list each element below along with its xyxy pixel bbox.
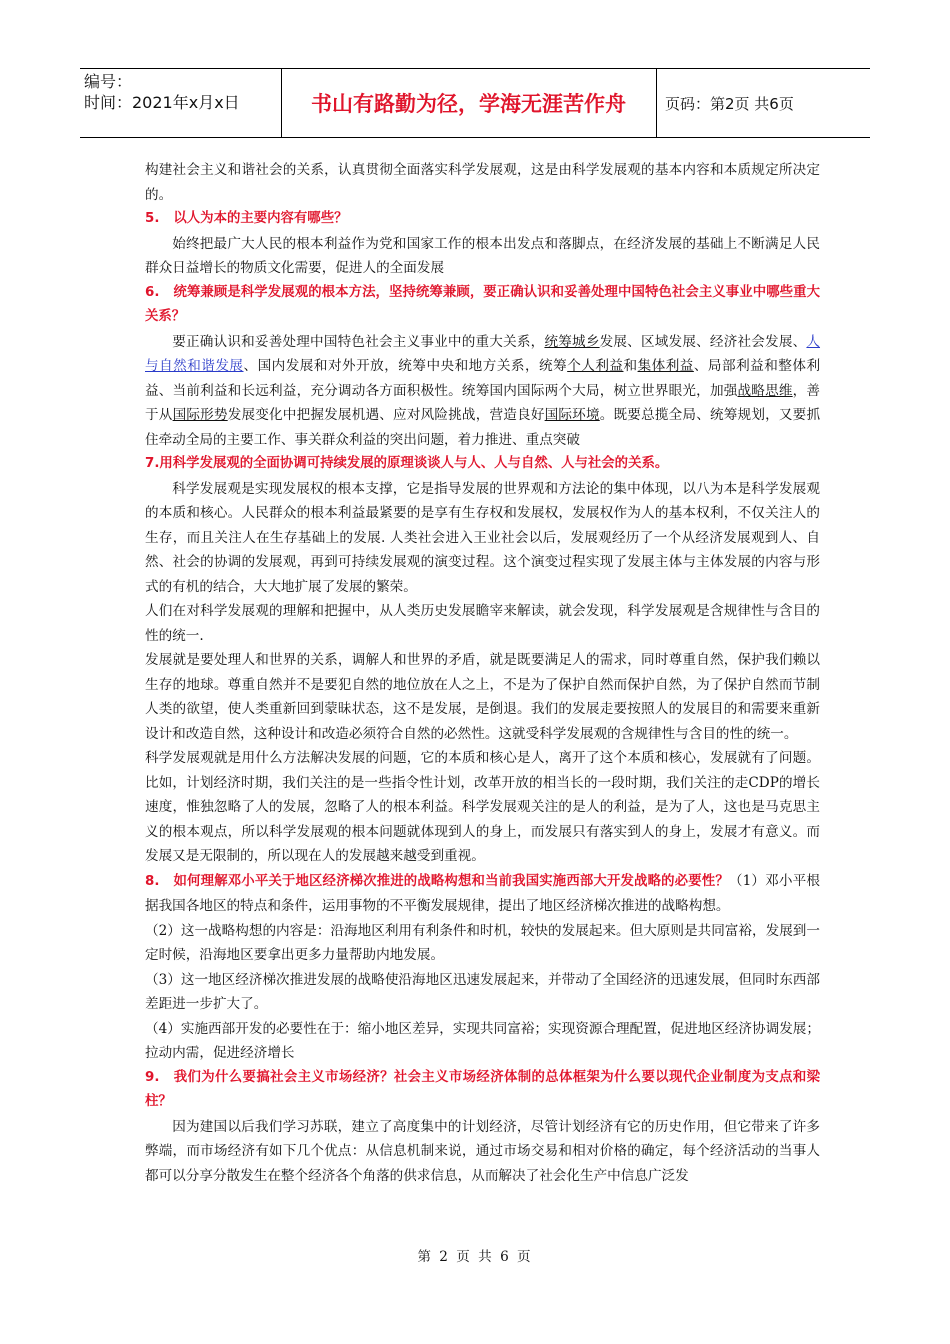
term-collective-interest: 集体利益	[637, 358, 694, 374]
header-meta	[84, 71, 240, 113]
page-footer: 第 2 页 共 6 页	[417, 1249, 533, 1265]
answer-8-item: （4）实施西部开发的必要性在于：缩小地区差异，实现共同富裕；实现资源合理配置，促进地区经济协调发展；拉动内需，促进经济增长	[145, 1020, 820, 1061]
answer-6	[145, 330, 820, 453]
question-text: 我们为什么要搞社会主义市场经济？社会主义市场经济体制的总体框架为什么要以现代企业制度为支点和梁柱？	[145, 1069, 820, 1109]
question-number: 9.	[145, 1069, 160, 1085]
question-text: 统筹兼顾是科学发展观的根本方法，坚持统筹兼顾，要正确认识和妥善处理中国特色社会主义事业中哪些重大关系？	[145, 284, 820, 324]
document-body	[145, 158, 820, 1188]
question-8-block	[145, 869, 820, 919]
term-international-situation: 国际形势	[172, 407, 228, 423]
answer-text: 、国内发展和对外开放，统筹中央和地方关系，统筹	[243, 358, 568, 374]
term-strategic-thinking: 战略思维	[737, 382, 793, 399]
question-7: 7.用科学发展观的全面协调可持续发展的原理谈谈人与人、人与自然、人与社会的关系。	[145, 456, 669, 471]
date-line: 时间：2021年x月x日	[84, 93, 240, 112]
answer-5: 始终把最广大人民的根本利益作为党和国家工作的根本出发点和落脚点，在经济发展的基础上不断满足人民群众日益增长的物质文化需要，促进人的全面发展	[145, 235, 820, 276]
answer-text: 。既要总揽全局、统筹规划，又要抓住牵动全局的主要工作、事关群众利益的突出问题，着力推进、重点突破	[145, 407, 821, 448]
answer-text: 要正确认识和妥善处理中国特色社会主义事业中的重大关系，	[172, 333, 545, 350]
question-number: 5.	[145, 211, 160, 226]
answer-text: 和	[623, 358, 638, 374]
answer-text: 发展、区域发展、经济社会发展、	[599, 333, 807, 350]
serial-label: 编号：	[84, 72, 133, 91]
term-international-environment: 国际环境	[544, 407, 600, 423]
header-divider	[656, 69, 657, 137]
answer-text: 发展变化中把握发展机遇、应对风险挑战，营造良好	[227, 407, 545, 423]
answer-7-paragraph: 发展就是要处理人和世界的关系，调解人和世界的矛盾，就是既要满足人的需求，同时尊重自然，保护我们赖以生存的地球。尊重自然并不是要犯自然的地位放在人之上，不是为了保护自然而保护自然，为了保护自然而节制人类的欲望，使人类重新回到蒙昧状态，这不是发展，是倒退。我们的发展走要按照人的发展目的和需要来重新设计和改造自然，这种设计和改造必须符合自然的必然性。这就受科学发展观的含规律性与含目的性的统一。	[145, 652, 820, 742]
question-5	[145, 207, 820, 232]
question-number: 8.	[145, 873, 160, 889]
answer-7-paragraph: 科学发展观是实现发展权的根本支撑，它是指导发展的世界观和方法论的集中体现，以八为本是科学发展观的本质和核心。人民群众的根本利益最紧要的是享有生存权和发展权，发展权作为人的基本权利，不仅关注人的生存，而且关注人在生存基础上的发展. 人类社会进入王业社会以后，发展观经历了一个从经济发展观到人、自然、社会的协调的发展观，再到可持续发展观的演变过程。这个演变过程实现了发展主体与主体发展的内容与形式的有机的结合，大大地扩展了发展的繁荣。	[145, 480, 820, 595]
header-page-info: 页码：第2页 共6页	[665, 95, 794, 113]
question-text: 如何理解邓小平关于地区经济梯次推进的战略构想和当前我国实施西部大开发战略的必要性？	[173, 873, 729, 889]
answer-7-paragraph: 人们在对科学发展观的理解和把握中，从人类历史发展瞻宰来解读，就会发现，科学发展观是含规律性与含目的性的统一.	[145, 603, 820, 644]
answer-7-paragraph: 科学发展观就是用什么方法解决发展的问题，它的本质和核心是人，离开了这个本质和核心，发展就有了问题。比如，计划经济时期，我们关注的是一些指令性计划，改革开放的相当长的一段时期，我们关注的走CDP的增长速度，惟独忽略了人的发展，忽略了人的根本利益。科学发展观关注的是人的利益，是为了人，这也是马克思主义的根本观点，所以科学发展观的根本问题就体现到人的身上，而发展只有落实到人的身上，发展才有意义。而发展又是无限制的，所以现在人的发展越来越受到重视。	[145, 750, 820, 864]
answer-8-item: （3）这一地区经济梯次推进发展的战略使沿海地区迅速发展起来，并带动了全国经济的迅速发展，但同时东西部差距进一步扩大了。	[145, 971, 820, 1012]
term-individual-interest: 个人利益	[567, 358, 624, 374]
question-number: 6.	[145, 284, 160, 300]
answer-text: ，善于从	[145, 382, 821, 423]
answer-9: 因为建国以后我们学习苏联，建立了高度集中的计划经济，尽管计划经济有它的历史作用，但它带来了许多弊端，而市场经济有如下几个优点：从信息机制来说，通过市场交易和相对价格的确定，每个经济活动的当事人都可以分享分散发生在整个经济各个角落的供求信息，从而解决了社会化生产中信息广泛发	[145, 1118, 820, 1184]
question-9	[145, 1066, 820, 1115]
question-text: 以人为本的主要内容有哪些？	[173, 211, 348, 226]
link-harmony[interactable]: 人与自然和谐发展	[145, 333, 821, 374]
header-motto: 书山有路勤为径，学海无涯苦作舟	[311, 92, 626, 116]
answer-8-item: （2）这一战略构想的内容是：沿海地区利用有利条件和时机，较快的发展起来。但大原则是共同富裕，发展到一定时候，沿海地区要拿出更多力量帮助内地发展。	[145, 922, 820, 963]
question-6	[145, 281, 820, 330]
page-header	[80, 68, 870, 138]
answer-8-item: （1）邓小平根据我国各地区的特点和条件，运用事物的不平衡发展规律，提出了地区经济梯次推进的战略构想。	[145, 872, 820, 914]
term-urban-rural: 统筹城乡	[544, 333, 600, 350]
paragraph: 构建社会主义和谐社会的关系，认真贯彻全面落实科学发展观，这是由科学发展观的基本内容和本质规定所决定的。	[145, 162, 820, 203]
answer-text: 、局部利益和整体利益、当前利益和长远利益，充分调动各方面积极性。统筹国内国际两个大局，树立世界眼光，加强	[145, 358, 821, 399]
